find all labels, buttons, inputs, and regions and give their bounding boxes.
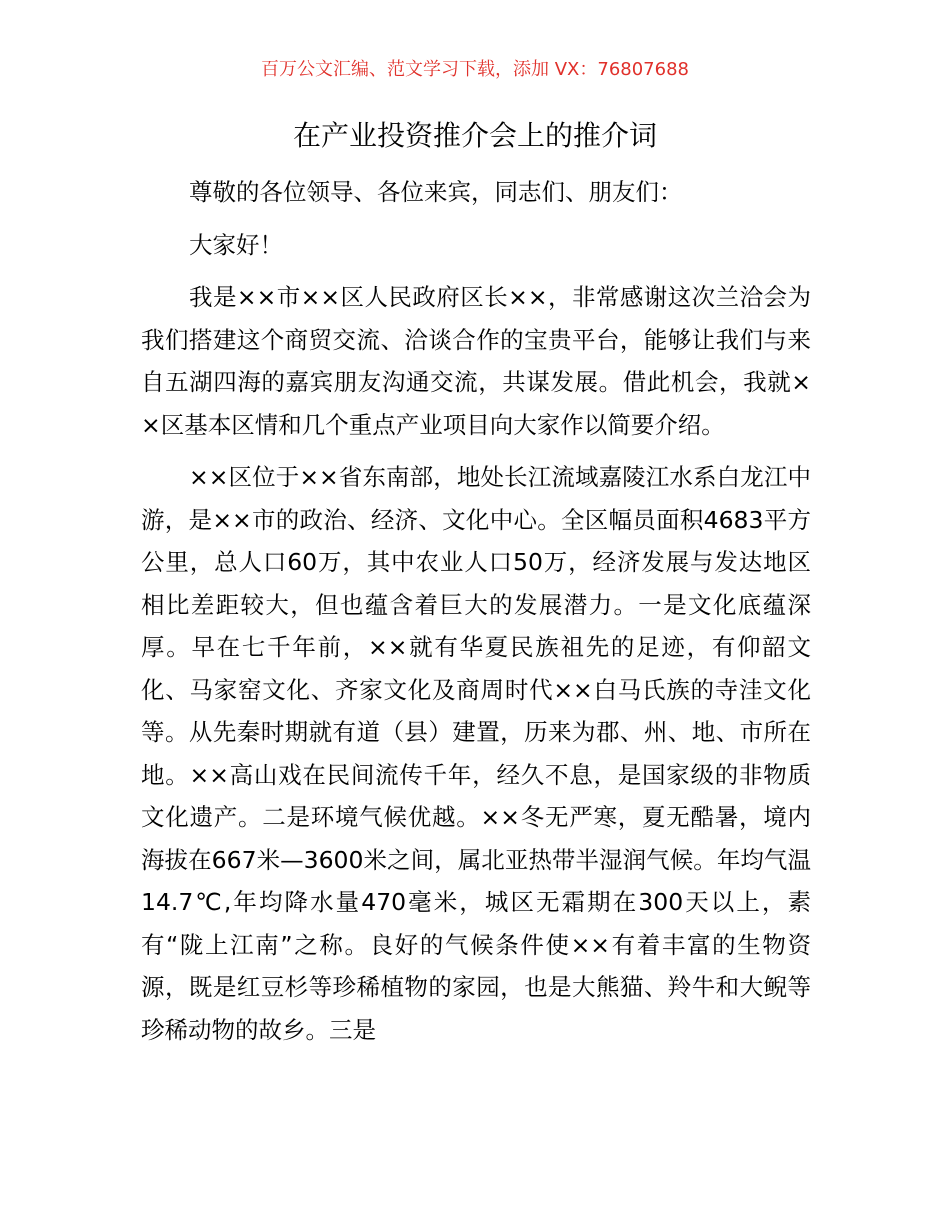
document-body xyxy=(141,171,811,1051)
document-title: 在产业投资推介会上的推介词 xyxy=(292,119,657,152)
greeting-paragraph: 大家好！ xyxy=(189,230,283,259)
salutation-paragraph: 尊敬的各位领导、各位来宾，同志们、朋友们： xyxy=(189,178,683,206)
introduction-paragraph: 我是××市××区人民政府区长××，非常感谢这次兰洽会为我们搭建这个商贸交流、洽谈合作的宝贵平台，能够让我们与来自五湖四海的嘉宾朋友沟通交流，共谋发展。借此机会，我就××区基本区情和几个重点产业项目向大家作以简要介绍。 xyxy=(141,283,811,439)
watermark-header: 百万公文汇编、范文学习下载，添加 VX：76807688 xyxy=(261,59,689,80)
district-overview-paragraph: ××区位于××省东南部，地处长江流域嘉陵江水系白龙江中游，是××市的政治、经济、文化中心。全区幅员面积4683平方公里，总人口60万，其中农业人口50万，经济发展与发达地区相比差距较大，但也蕴含着巨大的发展潜力。一是文化底蕴深厚。早在七千年前，××就有华夏民族祖先的足迹，有仰韶文化、马家窑文化、齐家文化及商周时代××白马氏族的寺洼文化等。从先秦时期就有道（县）建置，历来为郡、州、地、市所在地。××高山戏在民间流传千年，经久不息，是国家级的非物质文化遗产。二是环境气候优越。××冬无严寒，夏无酷暑，境内海拔在667米—3600米之间，属北亚热带半湿润气候。年均气温14.7℃,年均降水量470毫米，城区无霜期在300天以上，素有“陇上江南”之称。良好的气候条件使××有着丰富的生物资源，既是红豆杉等珍稀植物的家园，也是大熊猫、羚牛和大鲵等珍稀动物的故乡。三是 xyxy=(141,463,811,1044)
